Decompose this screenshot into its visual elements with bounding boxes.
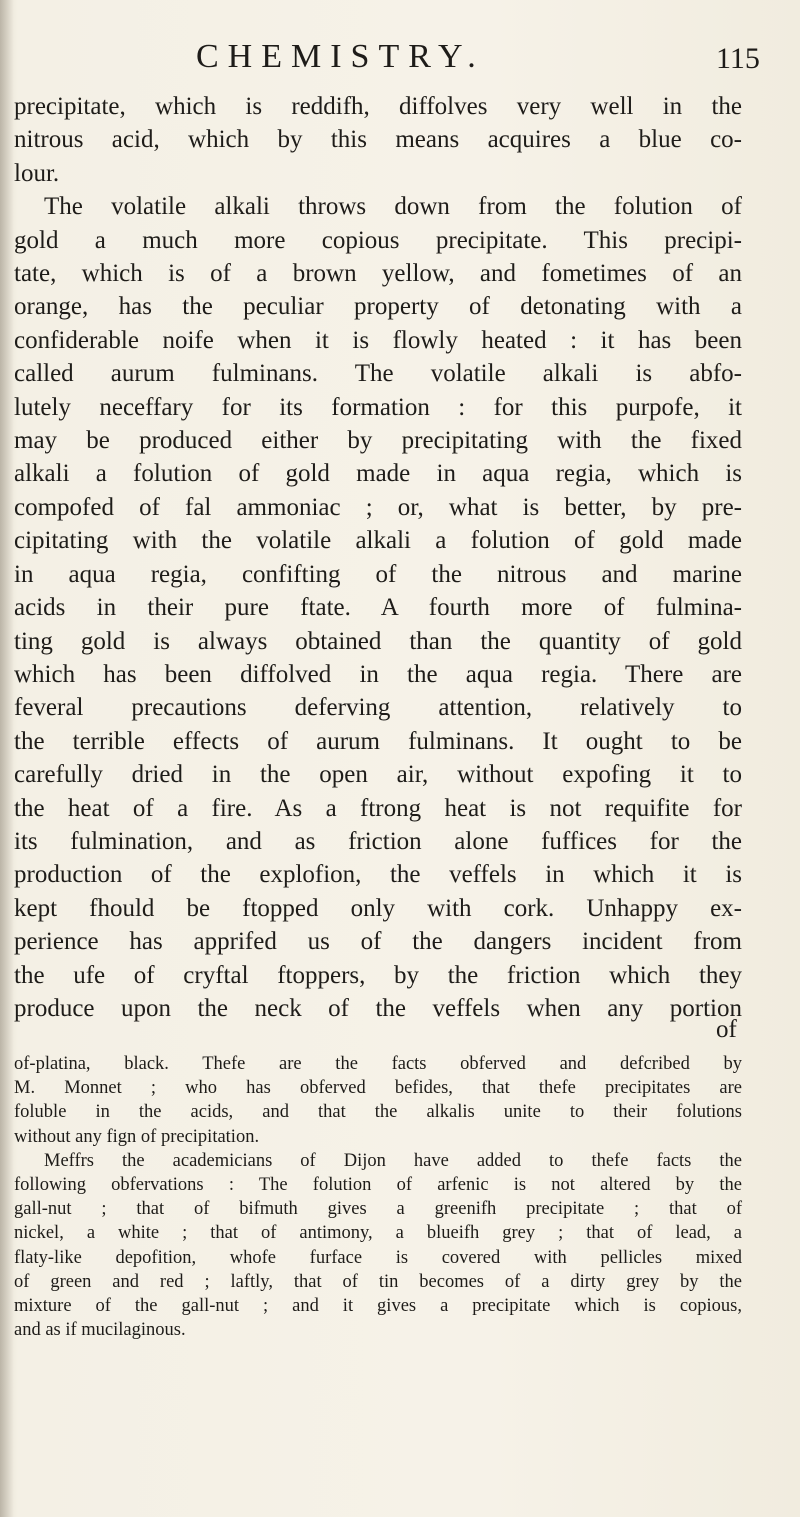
text-line: confiderable noife when it is flowly heated : it has been (14, 326, 742, 354)
main-text (14, 90, 742, 1025)
text-line: in aqua regia, confifting of the nitrous and marine (14, 560, 742, 588)
text-line: produce upon the neck of the veffels when any portion (14, 994, 742, 1022)
footnote (14, 1052, 742, 1342)
text-line: lour. (14, 159, 60, 187)
footnote-line: and as if mucilaginous. (14, 1320, 186, 1341)
text-line: production of the explofion, the veffels in which it is (14, 861, 742, 889)
text-line: kept fhould be ftopped only with cork. Unhappy ex- (14, 894, 742, 922)
text-line: which has been diffolved in the aqua regia. There are (14, 660, 742, 688)
footnote-line: of green and red ; laftly, that of tin becomes of a dirty grey by the (14, 1271, 742, 1292)
text-line: may be produced either by precipitating with the fixed (14, 427, 742, 455)
footnote-line: following obfervations : The folution of arfenic is not altered by the (14, 1175, 742, 1196)
text-line: acids in their pure ftate. A fourth more of fulmina- (14, 594, 742, 622)
footnote-line: gall-nut ; that of bifmuth gives a greenifh precipitate ; that of (14, 1199, 742, 1220)
text-line: the ufe of cryftal ftoppers, by the friction which they (14, 961, 742, 989)
running-title: CHEMISTRY. (196, 38, 485, 75)
footnote-line: foluble in the acids, and that the alkalis unite to their folutions (14, 1102, 742, 1123)
footnote-line: nickel, a white ; that of antimony, a blueifh grey ; that of lead, a (14, 1223, 742, 1244)
footnote-line: M. Monnet ; who has obferved befides, that thefe precipitates are (14, 1078, 742, 1099)
text-line: ting gold is always obtained than the quantity of gold (14, 627, 742, 655)
running-head (0, 38, 800, 88)
text-line: compofed of fal ammoniac ; or, what is better, by pre- (14, 493, 742, 521)
text-line: feveral precautions deferving attention, relatively to (14, 694, 742, 722)
footnote-line: mixture of the gall-nut ; and it gives a precipitate which is copious, (14, 1296, 742, 1317)
text-line: The volatile alkali throws down from the folution of (44, 193, 742, 221)
footnote-line: of-platina, black. Thefe are the facts obferved and defcribed by (14, 1054, 742, 1074)
text-line: nitrous acid, which by this means acquires a blue co- (14, 126, 742, 154)
text-line: precipitate, which is reddifh, diffolves very well in the (14, 93, 742, 120)
text-line: called aurum fulminans. The volatile alkali is abfo- (14, 360, 742, 388)
text-line: cipitating with the volatile alkali a folution of gold made (14, 527, 742, 555)
text-line: the terrible effects of aurum fulminans. It ought to be (14, 727, 742, 755)
text-line: gold a much more copious precipitate. This precipi- (14, 226, 742, 254)
text-line: lutely neceffary for its formation : for this purpofe, it (14, 393, 742, 421)
footnote-line: flaty-like depofition, whofe furface is covered with pellicles mixed (14, 1247, 742, 1268)
footnote-line: Meffrs the academicians of Dijon have added to thefe facts the (44, 1150, 742, 1171)
text-line: orange, has the peculiar property of detonating with a (14, 293, 742, 321)
text-line: carefully dried in the open air, without expofing it to (14, 761, 742, 789)
catchword: of (716, 1016, 737, 1043)
text-line: the heat of a fire. As a ftrong heat is not requifite for (14, 794, 742, 822)
page-number: 115 (716, 42, 760, 75)
text-line: its fulmination, and as friction alone fuffices for the (14, 827, 742, 855)
text-line: tate, which is of a brown yellow, and fometimes of an (14, 260, 742, 288)
footnote-line: without any fign of precipitation. (14, 1126, 260, 1147)
binding-shadow (0, 0, 14, 1517)
text-line: perience has apprifed us of the dangers incident from (14, 928, 742, 956)
text-line: alkali a folution of gold made in aqua regia, which is (14, 460, 742, 488)
